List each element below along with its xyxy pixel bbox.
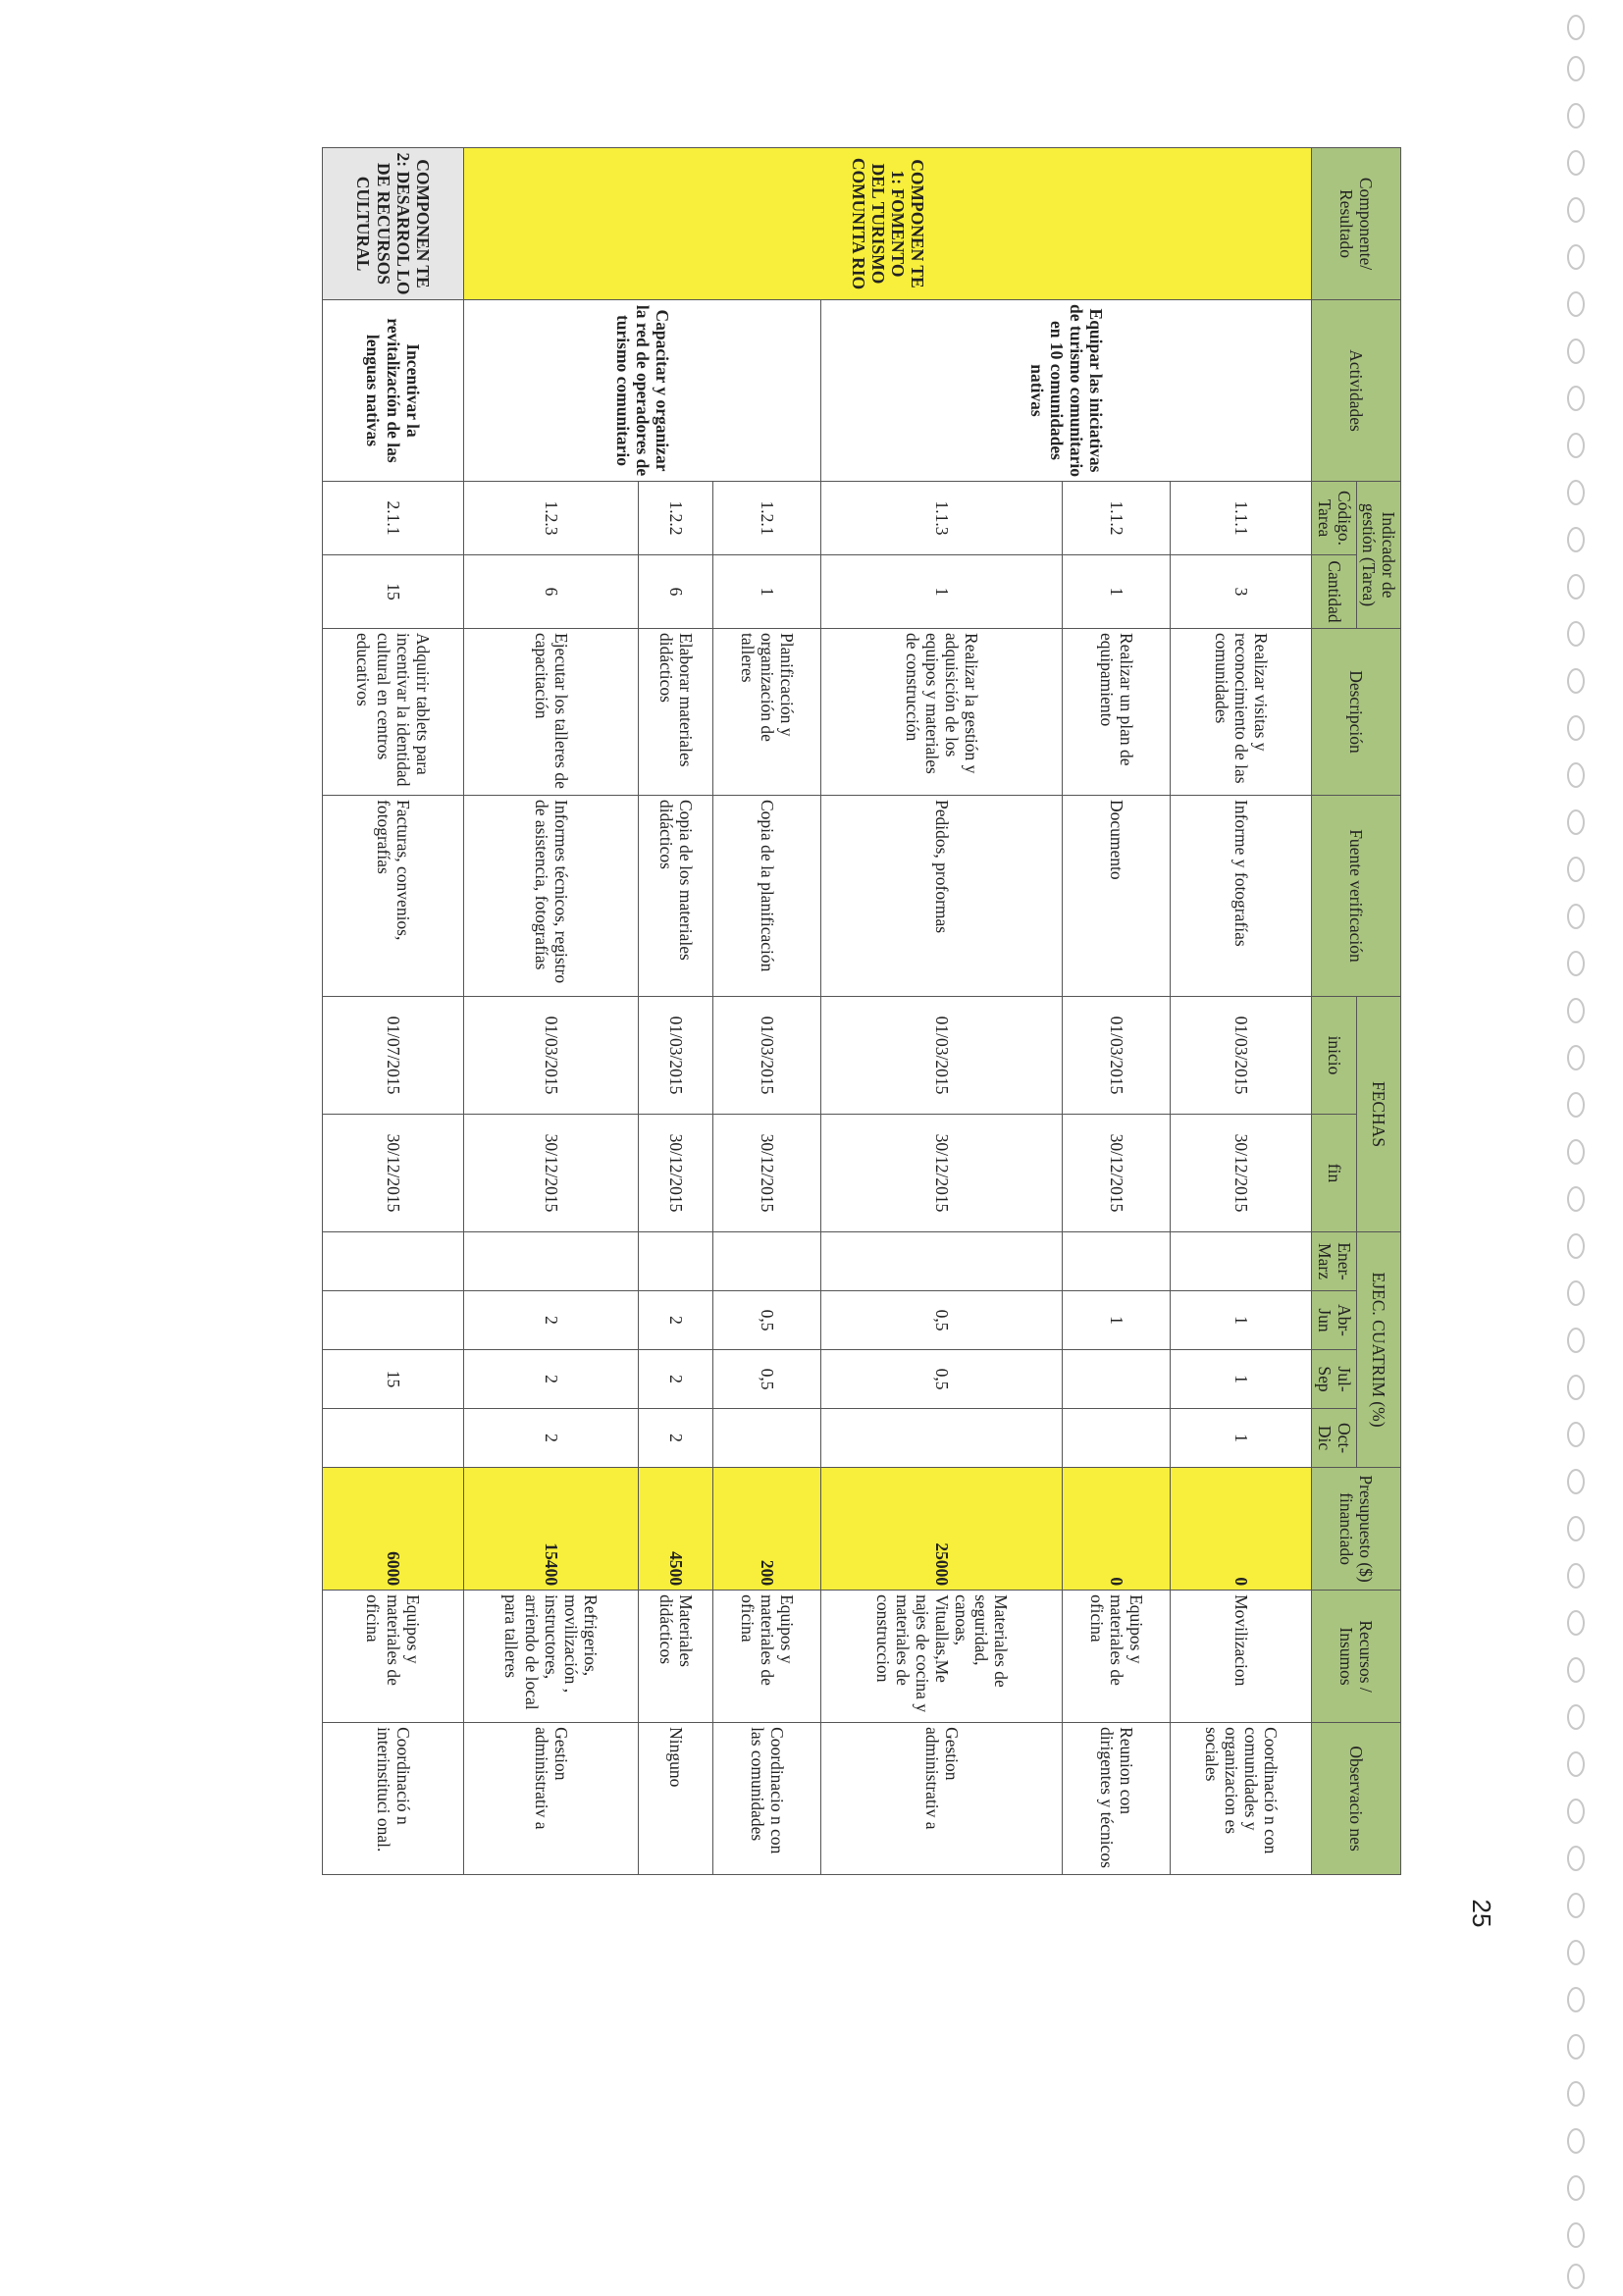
end-date-cell: 30/12/2015 <box>639 1115 713 1232</box>
source-cell: Documento <box>1063 796 1171 997</box>
q2-cell: 0,5 <box>821 1291 1063 1350</box>
description-cell: Ejecutar los talleres de capacitación <box>464 629 639 796</box>
q1-cell <box>323 1232 464 1291</box>
start-date-cell: 01/03/2015 <box>1171 997 1312 1115</box>
q4-cell: 2 <box>639 1409 713 1468</box>
header-q1: Ener- Marz <box>1312 1232 1356 1291</box>
q4-cell: 1 <box>1171 1409 1312 1468</box>
activity-3-cell: Incentivar la revitalización de las lenguas nativas <box>323 300 464 482</box>
header-componente: Componente/ Resultado <box>1312 148 1401 300</box>
description-cell: Adquirir tablets para incentivar la identidad cultural en centros educativos <box>323 629 464 796</box>
end-date-cell: 30/12/2015 <box>323 1115 464 1232</box>
header-q2: Abr- Jun <box>1312 1291 1356 1350</box>
q4-cell <box>713 1409 821 1468</box>
quantity-cell: 1 <box>821 555 1063 629</box>
budget-cell: 0 <box>1063 1468 1171 1591</box>
q1-cell <box>1063 1232 1171 1291</box>
end-date-cell: 30/12/2015 <box>464 1115 639 1232</box>
header-inicio: inicio <box>1312 997 1356 1115</box>
q1-cell <box>639 1232 713 1291</box>
header-fechas: FECHAS <box>1356 997 1400 1232</box>
end-date-cell: 30/12/2015 <box>1171 1115 1312 1232</box>
q3-cell <box>1063 1350 1171 1409</box>
description-cell: Realizar un plan de equipamiento <box>1063 629 1171 796</box>
q1-cell <box>713 1232 821 1291</box>
observations-cell: Gestion administrativ a <box>464 1723 639 1875</box>
header-actividades: Actividades <box>1312 300 1401 482</box>
q2-cell: 2 <box>464 1291 639 1350</box>
activity-2-cell: Capacitar y organizar la red de operadores de turismo comunitario <box>464 300 821 482</box>
quantity-cell: 6 <box>639 555 713 629</box>
quantity-cell: 1 <box>1063 555 1171 629</box>
q2-cell <box>323 1291 464 1350</box>
observations-cell: Ninguno <box>639 1723 713 1875</box>
table-row <box>1171 148 1312 1875</box>
code-cell: 2.1.1 <box>323 482 464 555</box>
start-date-cell: 01/03/2015 <box>713 997 821 1115</box>
q1-cell <box>464 1232 639 1291</box>
header-indicador: Indicador de gestión (Tarea) <box>1356 482 1400 629</box>
budget-cell: 6000 <box>323 1468 464 1591</box>
start-date-cell: 01/03/2015 <box>1063 997 1171 1115</box>
quantity-cell: 3 <box>1171 555 1312 629</box>
header-row-1 <box>1356 148 1400 1875</box>
description-cell: Planificación y organización de talleres <box>713 629 821 796</box>
header-fin: fin <box>1312 1115 1356 1232</box>
q4-cell <box>1063 1409 1171 1468</box>
start-date-cell: 01/03/2015 <box>639 997 713 1115</box>
quantity-cell: 6 <box>464 555 639 629</box>
q4-cell: 2 <box>464 1409 639 1468</box>
end-date-cell: 30/12/2015 <box>713 1115 821 1232</box>
component-1-cell: COMPONEN TE 1: FOMENTO DEL TURISMO COMUNITA RIO <box>464 148 1312 300</box>
spiral-binding <box>1535 0 1623 2296</box>
header-descripcion: Descripción <box>1312 629 1401 796</box>
description-cell: Realizar visitas y reconocimiento de las comunidades <box>1171 629 1312 796</box>
quantity-cell: 1 <box>713 555 821 629</box>
resources-cell: Materiales de seguridad, canoas, Vituallas,Me najes de cocina y materiales de construccion <box>821 1591 1063 1723</box>
budget-cell: 0 <box>1171 1468 1312 1591</box>
table-row <box>323 148 464 1875</box>
description-cell: Realizar la gestión y adquisición de los equipos y materiales de construcción <box>821 629 1063 796</box>
observations-cell: Coordinació n con comunidades y organizacion es sociales <box>1171 1723 1312 1875</box>
budget-cell: 25000 <box>821 1468 1063 1591</box>
code-cell: 1.2.2 <box>639 482 713 555</box>
budget-cell: 4500 <box>639 1468 713 1591</box>
header-fuente: Fuente verificación <box>1312 796 1401 997</box>
q3-cell: 1 <box>1171 1350 1312 1409</box>
q3-cell: 2 <box>639 1350 713 1409</box>
resources-cell: Movilizacion <box>1171 1591 1312 1723</box>
q3-cell: 15 <box>323 1350 464 1409</box>
resources-cell: Equipos y materiales de oficina <box>713 1591 821 1723</box>
source-cell: Pedidos, proformas <box>821 796 1063 997</box>
source-cell: Copia de la planificación <box>713 796 821 997</box>
header-ejec: EJEC. CUATRIM (%) <box>1356 1232 1400 1468</box>
activity-1-cell: Equipar las iniciativas de turismo comunitario en 10 comunidades nativas <box>821 300 1312 482</box>
page-number: 25 <box>1467 1899 1496 1928</box>
observations-cell: Reunion con dirigentes y técnicos <box>1063 1723 1171 1875</box>
observations-cell: Coordinació n interinstituci onal. <box>323 1723 464 1875</box>
resources-cell: Equipos y materiales de oficina <box>1063 1591 1171 1723</box>
activity-plan-table <box>322 147 1401 1875</box>
observations-cell: Coordinacio n con las comunidades <box>713 1723 821 1875</box>
q2-cell: 1 <box>1171 1291 1312 1350</box>
end-date-cell: 30/12/2015 <box>1063 1115 1171 1232</box>
q3-cell: 0,5 <box>821 1350 1063 1409</box>
quantity-cell: 15 <box>323 555 464 629</box>
observations-cell: Gestion administrativ a <box>821 1723 1063 1875</box>
header-recursos: Recursos / Insumos <box>1312 1591 1401 1723</box>
code-cell: 1.1.3 <box>821 482 1063 555</box>
start-date-cell: 01/03/2015 <box>464 997 639 1115</box>
end-date-cell: 30/12/2015 <box>821 1115 1063 1232</box>
q2-cell: 2 <box>639 1291 713 1350</box>
q3-cell: 2 <box>464 1350 639 1409</box>
start-date-cell: 01/03/2015 <box>821 997 1063 1115</box>
code-cell: 1.1.1 <box>1171 482 1312 555</box>
budget-cell: 15400 <box>464 1468 639 1591</box>
code-cell: 1.2.3 <box>464 482 639 555</box>
budget-cell: 200 <box>713 1468 821 1591</box>
q4-cell <box>821 1409 1063 1468</box>
start-date-cell: 01/07/2015 <box>323 997 464 1115</box>
q4-cell <box>323 1409 464 1468</box>
code-cell: 1.2.1 <box>713 482 821 555</box>
source-cell: Copia de los materiales didácticos <box>639 796 713 997</box>
header-q3: Jul- Sep <box>1312 1350 1356 1409</box>
q1-cell <box>1171 1232 1312 1291</box>
table-row <box>713 148 821 1875</box>
code-cell: 1.1.2 <box>1063 482 1171 555</box>
header-codigo: Código. Tarea <box>1312 482 1356 555</box>
q3-cell: 0,5 <box>713 1350 821 1409</box>
header-cantidad: Cantidad <box>1312 555 1356 629</box>
q1-cell <box>821 1232 1063 1291</box>
q2-cell: 0,5 <box>713 1291 821 1350</box>
header-observaciones: Observacio nes <box>1312 1723 1401 1875</box>
component-2-cell: COMPONEN TE 2: DESARROL LO DE RECURSOS CULTURAL <box>323 148 464 300</box>
rotated-table-wrapper <box>322 147 1401 1874</box>
header-q4: Oct- Dic <box>1312 1409 1356 1468</box>
source-cell: Informe y fotografías <box>1171 796 1312 997</box>
resources-cell: Refrigerios, movilización , instructores, arriendo de local para talleres <box>464 1591 639 1723</box>
source-cell: Informes técnicos, registro de asistencia, fotografías <box>464 796 639 997</box>
resources-cell: Equipos y materiales de oficina <box>323 1591 464 1723</box>
q2-cell: 1 <box>1063 1291 1171 1350</box>
source-cell: Facturas, convenios, fotografías <box>323 796 464 997</box>
header-presupuesto: Presupuesto ($) financiado <box>1312 1468 1401 1591</box>
resources-cell: Materiales didácticos <box>639 1591 713 1723</box>
description-cell: Elaborar materiales didácticos <box>639 629 713 796</box>
